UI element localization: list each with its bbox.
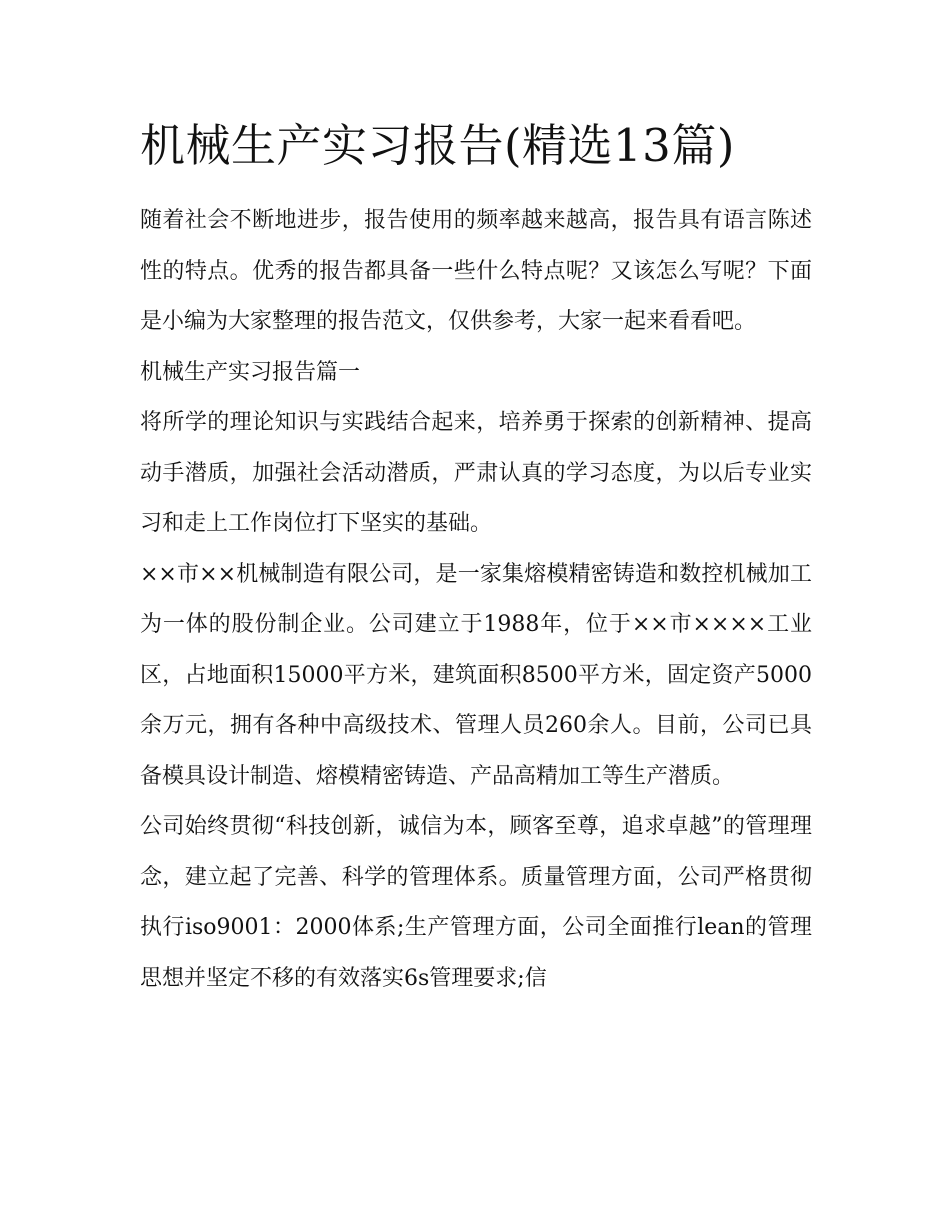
intro-paragraph: 随着社会不断地进步，报告使用的频率越来越高，报告具有语言陈述性的特点。优秀的报告都具备一些什么特点呢？又该怎么写呢？下面是小编为大家整理的报告范文，仅供参考，大家一起来看看吧。 [140,208,812,334]
document-title: 机械生产实习报告(精选13篇) [140,119,735,172]
purpose-paragraph: 将所学的理论知识与实践结合起来，培养勇于探索的创新精神、提高动手潜质，加强社会活动潜质，严肃认真的学习态度，为以后专业实习和走上工作岗位打下坚实的基础。 [140,410,812,536]
section-heading: 机械生产实习报告篇一 [140,359,361,385]
management-paragraph: 公司始终贯彻“科技创新，诚信为本，顾客至尊，追求卓越”的管理理念，建立起了完善、科学的管理体系。质量管理方面，公司严格贯彻执行iso9001：2000体系;生产管理方面，公司全面推行lean的管理思想并坚定不移的有效落实6s管理要求;信 [140,814,812,991]
company-paragraph: ××市××机械制造有限公司，是一家集熔模精密铸造和数控机械加工为一体的股份制企业。公司建立于1988年，位于××市××××工业区，占地面积15000平方米，建筑面积8500平方米，固定资产5000余万元，拥有各种中高级技术、管理人员260余人。目前，公司已具备模具设计制造、熔模精密铸造、产品高精加工等生产潜质。 [140,561,812,789]
document-body [140,110,812,1004]
